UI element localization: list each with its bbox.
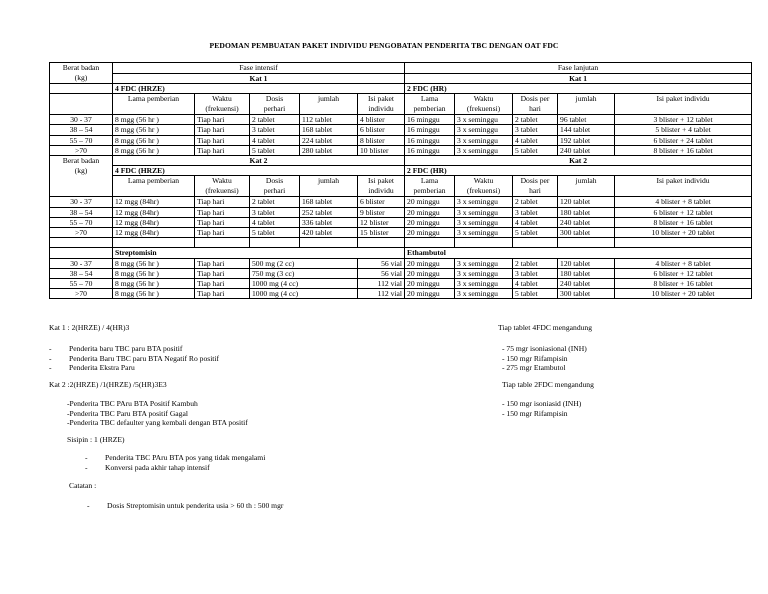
table-cell: 38 – 54 [50,125,113,135]
table-cell: 224 tablet [300,135,358,145]
table-cell: 38 – 54 [50,268,113,278]
header-dosis-lanjutan: Dosis per hari [513,94,558,115]
table-cell: 6 blister + 12 tablet [615,268,752,278]
table-cell: 3 x seminggu [455,289,513,299]
table-cell: 4 tablet [513,135,558,145]
list-item [502,399,594,409]
kat2-list [49,399,248,428]
kat2-row [50,217,752,227]
table-cell: 240 tablet [558,145,615,155]
bullet-dash: - [87,500,90,510]
kat1-row [50,125,752,135]
table-cell: 300 tablet [558,228,615,238]
table-cell: 20 minggu [405,228,455,238]
table-cell: 3 x seminggu [455,125,513,135]
list-item [502,354,592,364]
table-cell: 4 tablet [513,217,558,227]
notes-sisipan [67,435,265,472]
drug-row [50,248,752,258]
empty-cell [300,238,358,248]
table-cell: 20 minggu [405,279,455,289]
list-item [85,463,265,473]
list-item [87,501,283,511]
table-cell: 55 – 70 [50,279,113,289]
header-dosis: Dosis perhari [250,176,300,197]
drug-row [50,84,752,94]
table-cell: 8 mgg (56 hr ) [113,258,195,268]
empty-cell [615,238,752,248]
table-cell: 3 tablet [513,125,558,135]
table-cell: 300 tablet [558,289,615,299]
table-cell: 3 x seminggu [455,197,513,207]
table-cell: 38 – 54 [50,207,113,217]
table-cell: 30 - 37 [50,258,113,268]
list-item-text: - 150 mgr Rifampisin [502,408,568,418]
list-item [67,409,248,419]
table-cell: 8 blister [358,135,405,145]
header-dosis-lanjutan: Dosis per hari [513,176,558,197]
header-jumlah-lanjutan: jumlah [558,176,615,197]
table-cell: 9 blister [358,207,405,217]
header-waktu-lanjutan: Waktu (frekuensi) [455,94,513,115]
table-cell: 96 tablet [558,115,615,125]
table-cell: 180 tablet [558,268,615,278]
list-item [49,354,219,364]
table-cell: >70 [50,289,113,299]
table-cell: Tiap hari [195,268,250,278]
list-item-text: - 150 mgr isoniasid (INH) [502,398,582,408]
table-cell: Tiap hari [195,258,250,268]
table-cell: 420 tablet [300,228,358,238]
header-berat-badan: Berat badan (kg) [50,63,113,84]
table-cell: 3 x seminggu [455,217,513,227]
table-cell: 2 tablet [513,197,558,207]
catatan-list [69,501,283,511]
header-lama: Lama pemberian [113,94,195,115]
empty-cell [50,248,113,258]
empty-cell [113,238,195,248]
table-cell: Tiap hari [195,289,250,299]
list-item [85,453,265,463]
table-cell: Tiap hari [195,197,250,207]
column-header-row [50,94,752,115]
list-item-text: Dosis Streptomisin untuk penderita usia > 60 th : 500 mgr [107,500,284,510]
table-cell: 3 x seminggu [455,279,513,289]
list-item-text: - 150 mgr Rifampisin [502,353,568,363]
table-cell: 55 – 70 [50,217,113,227]
table-cell: 2 tablet [513,115,558,125]
header-berat-badan-kat2: Berat badan (kg) [50,156,113,197]
table-cell: 10 blister [358,145,405,155]
table-cell: 12 mgg (84hr) [113,197,195,207]
kat1-row [50,135,752,145]
table-cell: 16 minggu [405,145,455,155]
table-cell: 3 tablet [250,125,300,135]
table-cell: 3 x seminggu [455,145,513,155]
table-cell: 3 x seminggu [455,115,513,125]
header-jumlah: jumlah [300,176,358,197]
table-cell: 20 minggu [405,268,455,278]
list-item-text: Penderita TBC PAru BTA pos yang tidak mengalami [105,452,266,462]
table-cell: 240 tablet [558,217,615,227]
table-cell: 4 tablet [513,279,558,289]
streptomisin-row [50,289,752,299]
table-cell: 20 minggu [405,217,455,227]
bullet-dash: - [49,353,52,363]
table-cell: 144 tablet [558,125,615,135]
table-cell: 20 minggu [405,258,455,268]
spacer-row [50,238,752,248]
table-cell: 192 tablet [558,135,615,145]
table-cell: 30 - 37 [50,197,113,207]
list-item [49,344,219,354]
notes-fdc4 [498,323,592,373]
kat1-row [50,145,752,155]
table-cell: 168 tablet [300,125,358,135]
notes-catatan [69,481,283,511]
empty-cell [558,238,615,248]
table-cell: 10 blister + 20 tablet [615,228,752,238]
table-cell: 56 vial [358,258,405,268]
list-item [67,418,248,428]
header-jumlah: jumlah [300,94,358,115]
table-cell: 2 tablet [513,258,558,268]
empty-cell [250,238,300,248]
empty-cell [405,238,455,248]
table-cell: 8 blister + 16 tablet [615,279,752,289]
table-cell: Tiap hari [195,279,250,289]
fdc2-title: Tiap table 2FDC mengandung [502,380,594,389]
header-kat1-lanjutan: Kat 1 [405,73,752,84]
table-cell: 10 blister + 20 tablet [615,289,752,299]
header-row [50,156,752,166]
table-cell: 12 mgg (84hr) [113,228,195,238]
drug-label-2fdc: 2 FDC (HR) [405,84,752,94]
fdc2-list [502,399,594,419]
list-item-text: Penderita Baru TBC paru BTA Negatif Ro positif [69,353,220,363]
list-item-text: - 275 mgr Etambutol [502,363,566,373]
table-cell: 3 x seminggu [455,258,513,268]
list-item [502,344,592,354]
table-cell: Tiap hari [195,125,250,135]
drug-label-streptomisin: Streptomisin [113,248,405,258]
table-cell: 3 x seminggu [455,207,513,217]
table-cell: 112 vial [358,289,405,299]
fdc4-list [498,344,592,373]
table-cell: 5 blister + 4 tablet [615,125,752,135]
sisipan-title: Sisipin : 1 (HRZE) [67,435,125,444]
drug-row [50,166,752,176]
table-cell: 12 blister [358,217,405,227]
table-cell: 3 x seminggu [455,135,513,145]
streptomisin-row [50,279,752,289]
table-cell: 180 tablet [558,207,615,217]
empty-cell [50,238,113,248]
notes-kat1 [49,323,219,373]
list-item [49,363,219,373]
list-item-text: Penderita Ekstra Paru [69,363,135,373]
notes-fdc2 [502,380,594,418]
streptomisin-row [50,268,752,278]
table-cell: Tiap hari [195,217,250,227]
dosage-table [49,62,752,299]
table-cell: 252 tablet [300,207,358,217]
header-fase-lanjutan: Fase lanjutan [405,63,752,74]
table-cell: 12 mgg (84hr) [113,207,195,217]
table-cell: 20 minggu [405,289,455,299]
header-waktu-lanjutan: Waktu (frekuensi) [455,176,513,197]
table-cell: 30 - 37 [50,115,113,125]
header-row [50,63,752,74]
table-cell: 112 tablet [300,115,358,125]
fdc4-title: Tiap tablet 4FDC mengandung [498,323,593,332]
header-waktu: Waktu (frekuensi) [195,176,250,197]
table-cell: 4 tablet [250,135,300,145]
drug-label-2fdc: 2 FDC (HR) [405,166,752,176]
table-cell: 3 x seminggu [455,268,513,278]
table-cell: 6 blister [358,125,405,135]
header-isi-lanjutan: Isi paket individu [615,176,752,197]
drug-label-4fdc: 4 FDC (HRZE) [113,166,405,176]
table-cell: 4 blister + 8 tablet [615,197,752,207]
table-cell: 8 mgg (56 hr ) [113,268,195,278]
table-cell: 8 blister + 16 tablet [615,145,752,155]
kat1-title: Kat 1 : 2(HRZE) / 4(HR)3 [49,323,130,332]
list-item [502,363,592,373]
table-cell: Tiap hari [195,228,250,238]
table-cell: 1000 mg (4 cc) [250,279,358,289]
notes-kat2 [49,380,248,428]
header-kat2-lanjutan: Kat 2 [405,156,752,166]
header-dosis: Dosis perhari [250,94,300,115]
kat2-row [50,228,752,238]
table-cell: 8 mgg (56 hr ) [113,145,195,155]
table-cell: Tiap hari [195,135,250,145]
header-lama-lanjutan: Lama pemberian [405,94,455,115]
table-cell: 3 tablet [250,207,300,217]
empty-cell [195,238,250,248]
header-waktu: Waktu (frekuensi) [195,94,250,115]
table-cell: 3 tablet [513,207,558,217]
table-cell: 3 tablet [513,268,558,278]
table-cell: 6 blister [358,197,405,207]
list-item-text: Konversi pada akhir tahap intensif [105,462,210,472]
header-kat2-intensif: Kat 2 [113,156,405,166]
table-cell: 4 tablet [250,217,300,227]
bullet-dash: - [85,462,88,472]
table-cell: 2 tablet [250,115,300,125]
empty-cell [358,238,405,248]
list-item [67,399,248,409]
document-title: PEDOMAN PEMBUATAN PAKET INDIVIDU PENGOBATAN PENDERITA TBC DENGAN OAT FDC [209,41,559,50]
table-cell: 5 tablet [513,145,558,155]
catatan-title: Catatan : [69,481,97,490]
header-jumlah-lanjutan: jumlah [558,94,615,115]
table-cell: 6 blister + 12 tablet [615,207,752,217]
table-cell: 2 tablet [250,197,300,207]
table-cell: 8 mgg (56 hr ) [113,279,195,289]
table-cell: 3 blister + 12 tablet [615,115,752,125]
bullet-dash: - [85,452,88,462]
table-cell: 4 blister [358,115,405,125]
table-cell: 12 mgg (84hr) [113,217,195,227]
table-cell: 168 tablet [300,197,358,207]
list-item-text: -Penderita TBC PAru BTA Positif Kambuh [67,398,198,408]
table-cell: 500 mg (2 cc) [250,258,358,268]
table-cell: 240 tablet [558,279,615,289]
table-cell: 5 tablet [250,145,300,155]
bullet-dash: - [49,363,52,373]
header-isi-lanjutan: Isi paket individu [615,94,752,115]
bullet-dash: - [49,343,52,353]
column-header-row [50,176,752,197]
table-cell: 6 blister + 24 tablet [615,135,752,145]
drug-label-4fdc: 4 FDC (HRZE) [113,84,405,94]
kat2-title: Kat 2 :2(HRZE) /1(HRZE) /5(HR)3E3 [49,380,167,389]
table-cell: 4 blister + 8 tablet [615,258,752,268]
table-cell: 5 tablet [250,228,300,238]
table-cell: 16 minggu [405,115,455,125]
table-cell: 20 minggu [405,207,455,217]
kat2-row [50,197,752,207]
list-item-text: -Penderita TBC defaulter yang kembali dengan BTA positif [67,418,248,428]
table-cell: 8 mgg (56 hr ) [113,135,195,145]
table-cell: 16 minggu [405,125,455,135]
table-cell: 750 mg (3 cc) [250,268,358,278]
table-cell: 20 minggu [405,197,455,207]
empty-cell [455,238,513,248]
table-cell: 56 vial [358,268,405,278]
table-cell: Tiap hari [195,145,250,155]
header-lama: Lama pemberian [113,176,195,197]
empty-cell [50,94,113,115]
table-cell: Tiap hari [195,207,250,217]
table-cell: 336 tablet [300,217,358,227]
table-cell: >70 [50,145,113,155]
table-cell: 280 tablet [300,145,358,155]
header-isi: Isi paket individu [358,176,405,197]
table-cell: 55 – 70 [50,135,113,145]
header-lama-lanjutan: Lama pemberian [405,176,455,197]
table-cell: Tiap hari [195,115,250,125]
empty-cell [50,84,113,94]
list-item-text: -Penderita TBC Paru BTA positif Gagal [67,408,188,418]
header-isi: Isi paket individu [358,94,405,115]
sisipan-list [67,453,265,473]
header-kat1-intensif: Kat 1 [113,73,405,84]
table-cell: 120 tablet [558,258,615,268]
header-fase-intensif: Fase intensif [113,63,405,74]
table-cell: >70 [50,228,113,238]
header-row [50,73,752,84]
drug-label-ethambutol: Ethambutol [405,248,752,258]
list-item [502,409,594,419]
table-cell: 8 mgg (56 hr ) [113,115,195,125]
table-cell: 16 minggu [405,135,455,145]
table-cell: 5 tablet [513,228,558,238]
table-cell: 5 tablet [513,289,558,299]
table-cell: 120 tablet [558,197,615,207]
kat2-row [50,207,752,217]
table-cell: 8 mgg (56 hr ) [113,289,195,299]
list-item-text: - 75 mgr isoniasional (INH) [502,343,587,353]
table-cell: 8 blister + 16 tablet [615,217,752,227]
empty-cell [513,238,558,248]
table-cell: 1000 mg (4 cc) [250,289,358,299]
table-cell: 112 vial [358,279,405,289]
list-item-text: Penderita baru TBC paru BTA positif [69,343,183,353]
table-cell: 15 blister [358,228,405,238]
streptomisin-row [50,258,752,268]
kat1-row [50,115,752,125]
kat1-list [49,344,219,373]
table-cell: 3 x seminggu [455,228,513,238]
table-cell: 8 mgg (56 hr ) [113,125,195,135]
